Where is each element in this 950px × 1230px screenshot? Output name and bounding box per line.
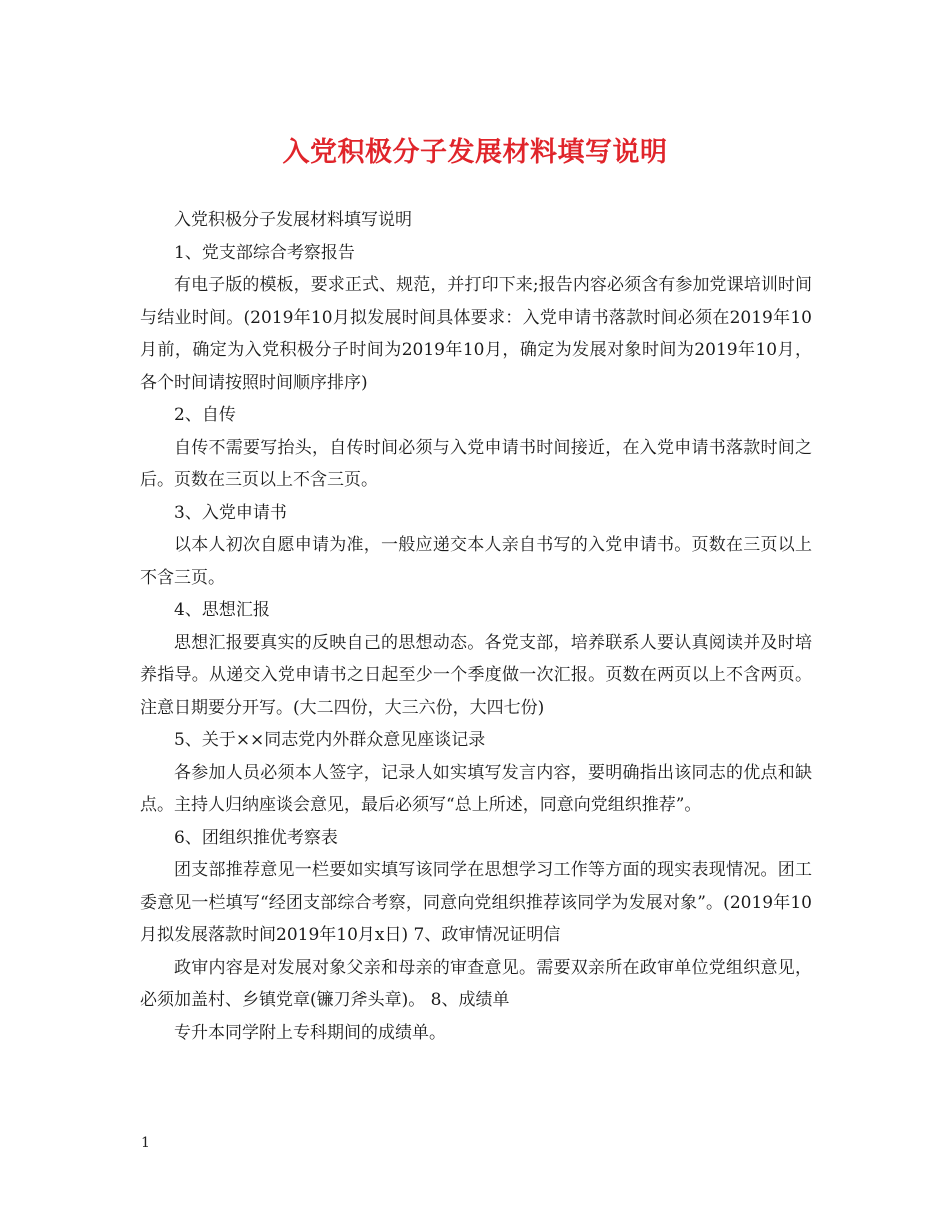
paragraph-subtitle: 入党积极分子发展材料填写说明 [174, 210, 412, 230]
section-heading-3: 3、入党申请书 [174, 502, 287, 523]
section-heading-5: 5、关于××同志党内外群众意见座谈记录 [174, 730, 486, 750]
paragraph-3: 以本人初次自愿申请为准，一般应递交本人亲自书写的入党申请书。页数在三页以上不含三页。 [140, 535, 812, 588]
section-heading-1: 1、党支部综合考察报告 [174, 242, 355, 263]
paragraph-2: 自传不需要写抬头，自传时间必须与入党申请书时间接近，在入党申请书落款时间之后。页数在三页以上不含三页。 [140, 437, 812, 490]
section-heading-4: 4、思想汇报 [174, 600, 270, 620]
section-heading-2: 2、自传 [174, 405, 236, 425]
paragraph-7: 政审内容是对发展对象父亲和母亲的审查意见。需要双亲所在政审单位党组织意见，必须加盖村、乡镇党章(镰刀斧头章)。 8、成绩单 [140, 957, 812, 1010]
paragraph-4: 思想汇报要真实的反映自己的思想动态。各党支部，培养联系人要认真阅读并及时培养指导。从递交入党申请书之日起至少一个季度做一次汇报。页数在两页以上不含两页。注意日期要分开写。(大二四份，大三六份，大四七份) [140, 632, 812, 718]
document-title: 入党积极分子发展材料填写说明 [282, 137, 668, 168]
document-body [140, 204, 812, 1049]
page-number: 1 [141, 1135, 150, 1151]
paragraph-5: 各参加人员必须本人签字，记录人如实填写发言内容，要明确指出该同志的优点和缺点。主持人归纳座谈会意见，最后必须写“总上所述，同意向党组织推荐”。 [140, 762, 812, 815]
section-heading-6: 6、团组织推优考察表 [174, 827, 338, 848]
paragraph-6: 团支部推荐意见一栏要如实填写该同学在思想学习工作等方面的现实表现情况。团工委意见一栏填写“经团支部综合考察，同意向党组织推荐该同学为发展对象”。(2019年10月拟发展落款时间2019年10月x日) 7、政审情况证明信 [140, 860, 812, 945]
paragraph-8: 专升本同学附上专科期间的成绩单。 [174, 1022, 446, 1043]
paragraph-1: 有电子版的模板，要求正式、规范，并打印下来;报告内容必须含有参加党课培训时间与结业时间。(2019年10月拟发展时间具体要求：入党申请书落款时间必须在2019年10月前，确定为入党积极分子时间为2019年10月，确定为发展对象时间为2019年10月，各个时间请按照时间顺序排序) [140, 275, 812, 393]
